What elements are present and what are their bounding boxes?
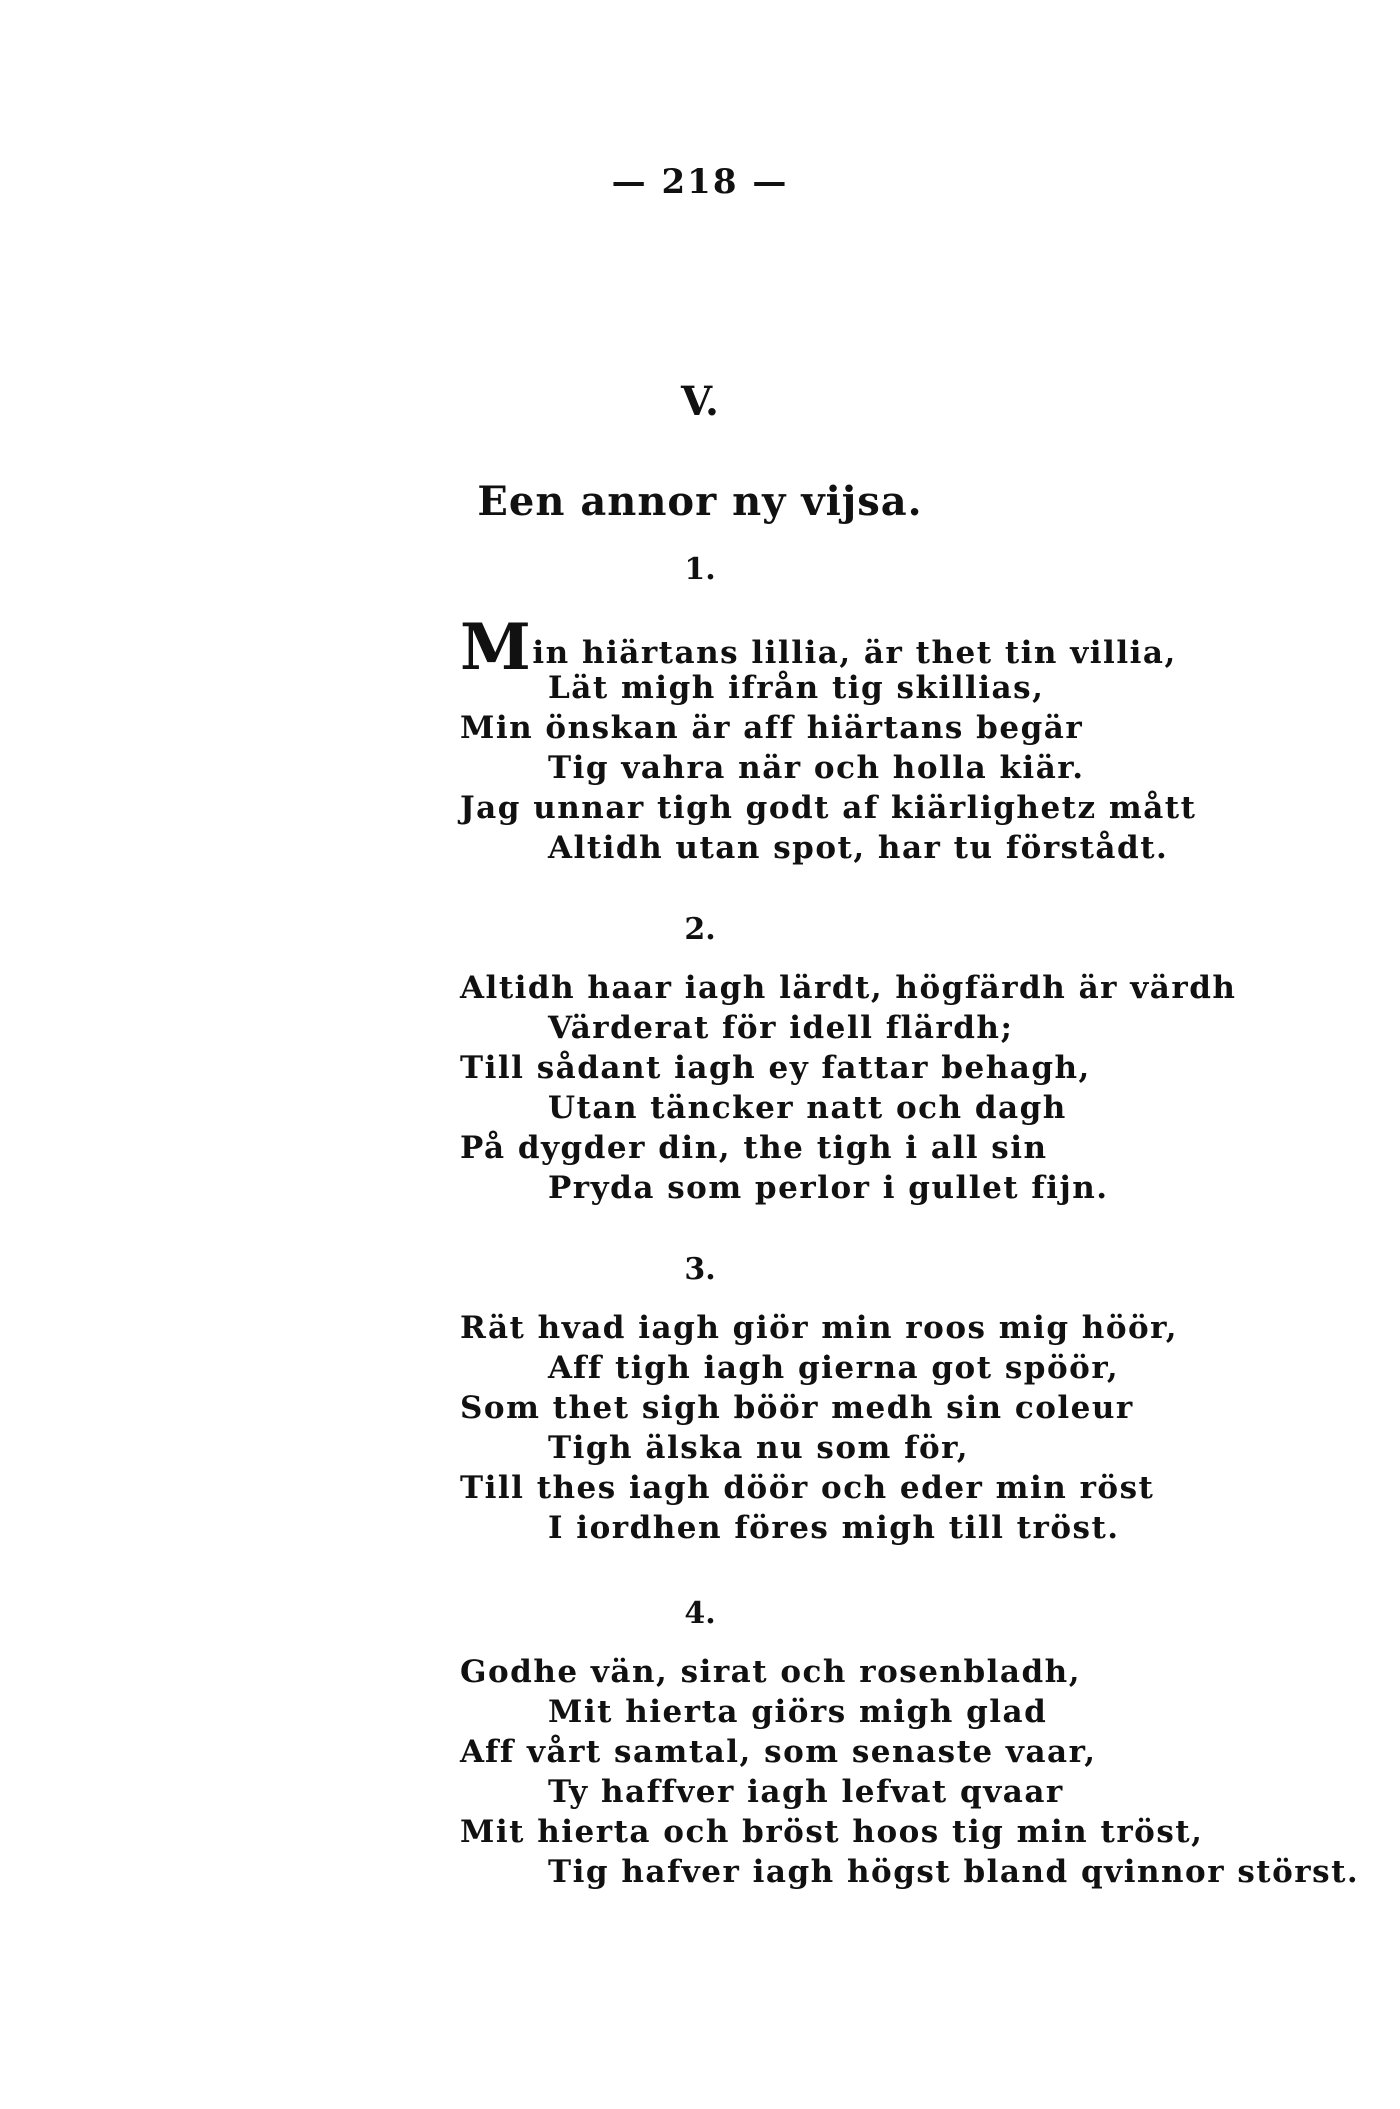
verse-line: Aff tigh iagh gierna got spöör, [548, 1350, 1120, 1386]
verse-line: Utan täncker natt och dagh [548, 1090, 1067, 1126]
verse-line: Till thes iagh döör och eder min röst [460, 1470, 1155, 1506]
verse-text: in hiärtans lillia, är thet tin villia, [532, 635, 1177, 671]
stanza-number: 1. [684, 552, 716, 587]
verse-line: Mit hierta giörs migh glad [548, 1694, 1048, 1730]
verse-line [460, 610, 1360, 685]
section-numeral: V. [681, 378, 719, 425]
verse-line: Värderat för idell flärdh; [548, 1010, 1014, 1046]
song-title: Een annor ny vijsa. [477, 478, 923, 525]
stanza [460, 1652, 1360, 1892]
verse-line: På dygder din, the tigh i all sin [460, 1130, 1048, 1166]
verse-line: Jag unnar tigh godt af kiärlighetz mått [460, 790, 1197, 826]
verse-line: Altidh haar iagh lärdt, högfärdh är värdh [460, 970, 1237, 1006]
verse-line: Tig vahra när och holla kiär. [548, 750, 1085, 786]
verse-line: Aff vårt samtal, som senaste vaar, [460, 1734, 1097, 1770]
verse-line: Godhe vän, sirat och rosenbladh, [460, 1654, 1082, 1690]
stanza-number: 2. [684, 912, 716, 947]
verse-line: Min önskan är aff hiärtans begär [460, 710, 1084, 746]
verse-line: Pryda som perlor i gullet fijn. [548, 1170, 1109, 1206]
verse-line: Ty haffver iagh lefvat qvaar [548, 1774, 1064, 1810]
page-number: — 218 — [611, 162, 789, 202]
verse-line: Till sådant iagh ey fattar behagh, [460, 1050, 1091, 1086]
verse-line: Tigh älska nu som för, [548, 1430, 969, 1466]
verse-line: Mit hierta och bröst hoos tig min tröst, [460, 1814, 1204, 1850]
stanza [460, 1308, 1360, 1548]
stanza [460, 968, 1360, 1208]
verse-line: Altidh utan spot, har tu förstådt. [548, 830, 1169, 866]
stanza-number: 4. [684, 1596, 716, 1631]
verse-line: Som thet sigh böör medh sin coleur [460, 1390, 1134, 1426]
stanza [460, 610, 1360, 868]
verse-line: Lät migh ifrån tig skillias, [548, 670, 1045, 706]
verse-line: I iordhen föres migh till tröst. [548, 1510, 1120, 1546]
verse-line: Rät hvad iagh giör min roos mig höör, [460, 1310, 1179, 1346]
drop-cap: M [460, 610, 533, 685]
verse-line: Tig hafver iagh högst bland qvinnor störst. [548, 1854, 1360, 1890]
stanza-number: 3. [684, 1252, 716, 1287]
